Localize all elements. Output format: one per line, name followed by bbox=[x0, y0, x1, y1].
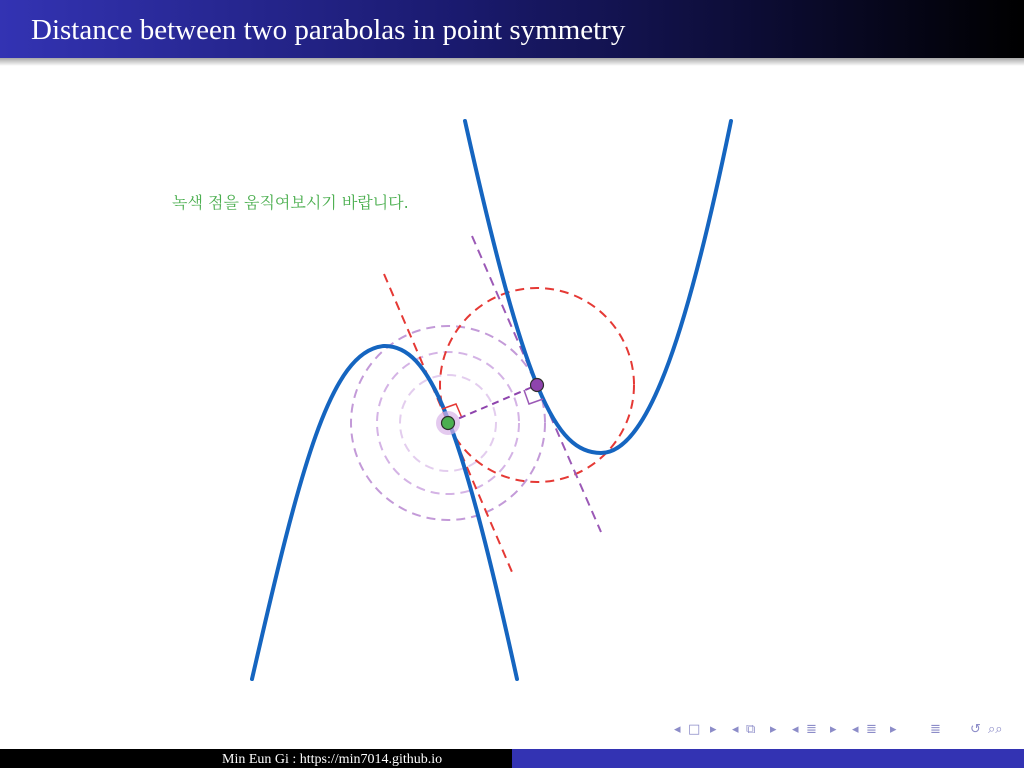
nav-search-icon[interactable]: ⌕⌕ bbox=[988, 722, 1003, 737]
nav-toc-icon[interactable]: ≣ bbox=[930, 722, 941, 737]
nav-subsection-next-icon[interactable]: ▸ bbox=[770, 722, 777, 737]
nav-section-prev-icon[interactable]: ◂ bbox=[792, 722, 799, 737]
nav-frame-next-icon[interactable]: ▸ bbox=[710, 722, 717, 737]
nav-document-next-icon[interactable]: ▸ bbox=[890, 722, 897, 737]
purple-point bbox=[531, 379, 544, 392]
slide-title: Distance between two parabolas in point symmetry bbox=[31, 14, 626, 46]
nav-section-next-icon[interactable]: ▸ bbox=[830, 722, 837, 737]
footer-right bbox=[512, 749, 1024, 768]
cubic-curve-left bbox=[252, 346, 517, 679]
green-point[interactable] bbox=[442, 417, 455, 430]
footer-author-link[interactable]: Min Eun Gi : https://min7014.github.io bbox=[222, 752, 443, 767]
nav-subsection-prev-icon[interactable]: ◂ bbox=[732, 722, 739, 737]
nav-subsection-icon[interactable]: ⧉ bbox=[746, 722, 756, 737]
cubic-curve-right bbox=[465, 121, 731, 453]
nav-section-icon[interactable]: ≣ bbox=[806, 722, 817, 737]
nav-frame-icon[interactable]: □ bbox=[688, 722, 701, 737]
footer-left bbox=[0, 749, 512, 768]
nav-frame-prev-icon[interactable]: ◂ bbox=[674, 722, 681, 737]
nav-document-prev-icon[interactable]: ◂ bbox=[852, 722, 859, 737]
nav-back-icon[interactable]: ↺ bbox=[970, 722, 981, 737]
instruction-text: 녹색 점을 움직여보시기 바랍니다. bbox=[172, 193, 409, 212]
nav-document-icon[interactable]: ≣ bbox=[866, 722, 877, 737]
